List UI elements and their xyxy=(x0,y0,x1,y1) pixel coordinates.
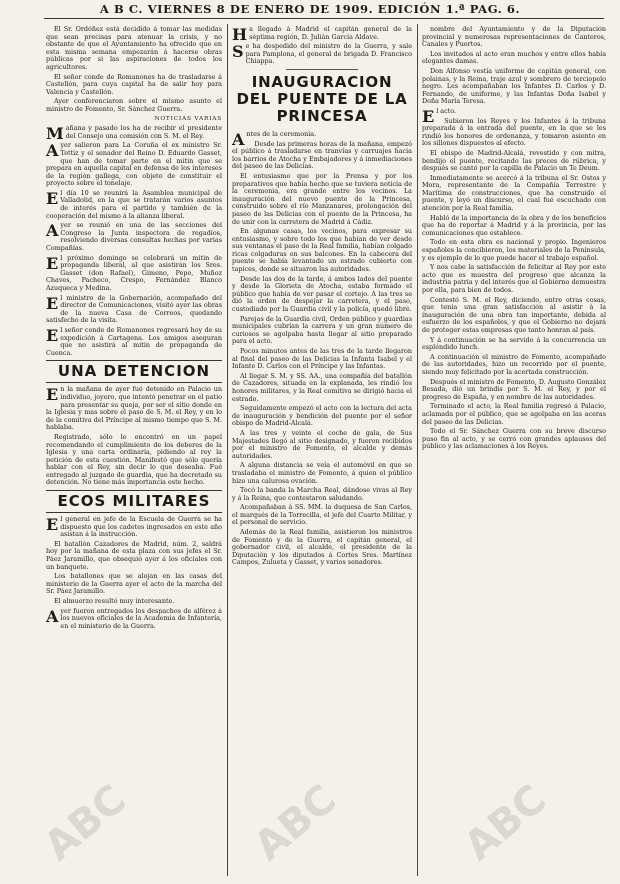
watermark: ABC xyxy=(245,776,345,870)
column-divider xyxy=(227,24,228,876)
paragraph-text: El almuerzo resultó muy interesante. xyxy=(54,597,175,605)
paragraph-text: Todo el Sr. Sánchez Guerra con su breve discurso puso fin al acto, y se cerró con grandes aplausos del público y las aclamaciones á los Reyes. xyxy=(422,427,606,451)
watermark: ABC xyxy=(455,776,555,870)
drop-cap: E xyxy=(46,188,59,208)
el-acto-article xyxy=(422,118,606,451)
paragraph-text: Subieron los Reyes y los Infantes á la tribuna preparada á la entrada del puente, en la que se les rindió los honores de ordenanza, y tomaron asiento en los sillones dispuestos al efecto. xyxy=(422,116,606,148)
drop-cap: E xyxy=(422,106,435,126)
paragraph xyxy=(232,462,412,485)
paragraph-text: Tocó la banda la Marcha Real, dándose vivas al Rey y á la Reina, que contestaron saludando. xyxy=(232,486,412,502)
paragraph xyxy=(422,354,606,377)
drop-cap: A xyxy=(46,606,59,626)
paragraph: El Sr. Ordóñez está decidido á tomar las medidas que sean precisas para atenuar la crisis, y no obstante de que el Ayuntamiento ha ofrecido que en esta misma semana empezarán á hacerse obras públicas por si las aspiraciones de todos los agricultores. xyxy=(46,26,222,71)
paragraph-text: Y nos cabe la satisfacción de felicitar al Rey por este acto que es muestra del progreso que alcanza la industria patria y del interés que el Gobierno demuestra por ella, para bien de todos. xyxy=(422,263,606,294)
paragraph xyxy=(422,175,606,213)
paragraph xyxy=(422,239,606,262)
paragraph xyxy=(46,434,222,487)
paragraph-text: Además de la Real familia, asistieron los ministros de Fomento y de la Guerra, el capitán general, el gobernador civil, el alcalde, el presidente de la Diputación y los diputados á Cortes Sres. Martínez Campos, Zulueta y Gasset, y varios senadores. xyxy=(232,528,412,567)
subheading-text: l acto. xyxy=(436,106,457,115)
paragraph xyxy=(232,316,412,346)
paragraph xyxy=(46,295,222,325)
drop-cap: E xyxy=(46,385,59,405)
paragraph-text: Pocos minutos antes de las tres de la tarde llegaron al final del paseo de las Delicias la Infanta Isabel y el Infante D. Carlos con el Príncipe y las Infantas. xyxy=(232,347,412,371)
headline-inauguracion: INAUGURACION DEL PUENTE DE LA PRINCESA xyxy=(236,72,408,125)
paragraph xyxy=(422,150,606,173)
paragraph xyxy=(232,276,412,314)
page-header: A B C. VIERNES 8 DE ENERO DE 1909. EDICIÓN 1.ª PAG. 6. xyxy=(99,2,521,16)
paragraph-text: ntes de la ceremonia. xyxy=(246,129,317,138)
paragraph xyxy=(232,373,412,403)
separator xyxy=(286,69,358,70)
paragraph-text: Desde las primeras horas de la mañana, empezó el público á trasladarse en tranvías y carruajes hacia los barrios de Atocha y Embajadores y á inmediaciones del paseo de las Delicias. xyxy=(232,139,412,171)
paragraph xyxy=(422,337,606,352)
paragraph xyxy=(46,142,222,188)
paragraph xyxy=(232,43,412,66)
drop-cap: E xyxy=(46,253,59,273)
drop-cap: A xyxy=(46,221,59,241)
paragraph xyxy=(46,608,222,631)
paragraph-text: A las tres y veinte el coche de gala, de Sus Majestades llegó al sitio designado, y fueron recibidos por el ministro de Fomento, el alcalde y demás autoridades. xyxy=(232,428,412,460)
paragraph xyxy=(422,428,606,451)
paragraph-text: Los batallones que se alojan en las casas del ministerio de la Guerra ayer el acto de la marcha del Sr. Páez Jaramillo. xyxy=(46,572,222,596)
paragraph-text: l ministro de la Gobernación, acompañado del director de Comunicaciones, visitó ayer las obras de la nueva Casa de Correos, quedando satisfecho de la visita. xyxy=(46,293,222,325)
paragraph xyxy=(422,68,606,106)
paragraph-text: Los invitados al acto eran muchos y entre ellos había elegantes damas. xyxy=(422,49,606,66)
paragraph xyxy=(46,255,222,293)
header-rule xyxy=(44,18,604,19)
paragraph-text: A alguna distancia se veía el automóvil en que se trasladaba el ministro de Fomento, á quien el público hizo una calurosa ovación. xyxy=(232,461,412,485)
watermark: ABC xyxy=(35,776,135,870)
drop-cap: A xyxy=(46,141,59,161)
paragraph xyxy=(232,529,412,567)
paragraph-text: Parejas de la Guardia civil, Orden público y guardias municipales cubrían la carrera y un gran número de curiosos se agolpaba hasta llegar al sitio preparado para el acto. xyxy=(232,314,412,346)
paragraph xyxy=(232,141,412,171)
paragraph-text: Al llegar S. M. y SS. AA., una compañía del batallón de Cazadores, situada en la explanada, les rindió los honores militares, y la Real comitiva se dirigió hacia el estrado. xyxy=(232,371,412,403)
paragraph xyxy=(232,129,412,149)
paragraph-text: Todo en esta obra es nacional y propio. Ingenieros españoles la concibieron, los materiales de la Península, y es ejemplo de lo que puede hacer el trabajo español. xyxy=(422,238,606,262)
paragraph xyxy=(46,573,222,596)
paragraph xyxy=(232,405,412,428)
paragraph xyxy=(46,541,222,571)
ecos-article xyxy=(46,516,222,630)
drop-cap: A xyxy=(232,129,245,149)
paragraph xyxy=(422,118,606,148)
noticias-list xyxy=(46,125,222,357)
paragraph-text: Registrado, sólo le encontró en un papel recomendando el cumplimiento de los deberes de la Iglesia y una carta ordinaria, pidiendo al rey la petición de esta cuestión. Manifestó que sólo quería hablar con el Rey, sin decir lo que deseaba. Fué entregado al juzgado de guardia, que ha decretado su detención. No tiene más importancia este hecho. xyxy=(46,432,222,487)
paragraph xyxy=(232,348,412,371)
paragraph xyxy=(46,516,222,539)
paragraph-text: l día 10 se reunirá la Asamblea municipal de Valladolid, en la que se tratarán varios asuntos de interés para el partido y también de la cooperación del mismo á la alianza liberal. xyxy=(46,188,222,220)
paragraph xyxy=(232,504,412,527)
paragraph-text: En algunas casas, los vecinos, para expresar su entusiasmo, y sobre todo los que habían de ver desde sus ventanas el paso de la Real familia, habían colgado ricas colgaduras en sus balcones. En la cabecera del puente se había levantado un estrado cubierto con tapices, donde se situaron las autoridades. xyxy=(232,227,412,274)
paragraph-text: añana y pasado los ha de recibir el presidente del Consejo una comisión con S. M. el Rey. xyxy=(65,124,222,140)
paragraph-text: A continuación el ministro de Fomento, acompañado de las autoridades, hizo un recorrido por el puente, siendo muy felicitado por la acertada construcción. xyxy=(422,352,606,376)
paragraph xyxy=(46,190,222,220)
drop-cap: S xyxy=(232,42,244,62)
paragraph xyxy=(232,173,412,226)
paragraph xyxy=(232,26,412,44)
paragraph-text: Terminado el acto, la Real familia regresó á Palacio, aclamada por el público, que se agolpaba en las aceras del paseo de las Delicias. xyxy=(422,402,606,426)
column-divider xyxy=(417,24,418,876)
paragraph xyxy=(46,327,222,357)
section-heading-ecos: ECOS MILITARES xyxy=(46,490,222,513)
drop-cap: M xyxy=(46,124,64,144)
paragraph xyxy=(46,598,222,606)
paragraph-text: Y á continuación se ha servido á la concurrencia un espléndido lunch. xyxy=(422,335,606,352)
paragraph-text: n la mañana de ayer fué detenido en Palacio un individuo, joyero, que intentó penetrar en el patio para presentar su queja, por ser el sitio donde en la Iglesia y mas sobre el paso de S. M. el Rey, y en lo de la comitiva del Príncipe al mismo tiempo que S. M. hablaba. xyxy=(46,385,222,432)
paragraph xyxy=(422,264,606,294)
paragraph xyxy=(232,487,412,502)
paragraph xyxy=(46,124,222,144)
paragraph-text: e ha despedido del ministro de la Guerra, y sale para Pamplona, el general de brigada D. Francisco Chiappa. xyxy=(245,42,412,66)
paragraph-text: Contestó S. M. el Rey, diciendo, entre otras cosas, que tenía una gran satisfacción al asistir á la inauguración de una obra tan importante, debida al esfuerzo de los españoles, y que el Gobierno no dejará de proteger estas empresas que tanto honran al país. xyxy=(422,295,606,334)
paragraph: El señor conde de Romanones ha de trasladarse á Castellón, para cuya capital ha de salir hoy para Valencia y Castellón. xyxy=(46,72,222,96)
section-heading-noticias: NOTICIAS VARIAS xyxy=(154,115,222,122)
paragraph xyxy=(422,215,606,238)
paragraph-text: Después el ministro de Fomento, D. Augusto González Besada, dió un brindis por S. M. el Rey, y por el progreso de España, y en nombre de las autoridades. xyxy=(422,377,606,401)
paragraph-text: Desde las dos de la tarde, á ambos lados del puente y desde la Glorieta de Atocha, estaba formado el público que había de ver pasar el cortejo. A las tres se dió la orden de despejar la carretera, y el paso, custodiado por la Guardia civil y la policía, quedó libre. xyxy=(232,274,412,314)
paragraph-text: l general en jefe de la Escuela de Guerra se ha dispuesto que los cadetes ingresados en este año asistan á la instrucción. xyxy=(60,515,222,539)
paragraph xyxy=(46,386,222,432)
drop-cap: E xyxy=(46,293,59,313)
paragraph-text: yer salieron para La Coruña el ex ministro Sr. Tettiz y el senador del Reino D. Eduardo Gasset, que han de tomar parte en el mitin que se prepara en aquella capital en defensa de los intereses de la región gallega, con objeto de constituir el proyecto sobre el tonelaje. xyxy=(46,141,222,188)
paragraph xyxy=(232,430,412,460)
paragraph-text: Acompañaban á SS. MM. la duquesa de San Carlos, el marqués de la Torrecilla, el jefe del Cuarto Militar, y el personal de servicio. xyxy=(232,503,412,527)
paragraph-text: nombre del Ayuntamiento y de la Diputación provincial y numerosas representaciones de Canteros, Canales y Puertos. xyxy=(422,26,606,49)
column-3 xyxy=(422,26,606,876)
paragraph xyxy=(422,379,606,402)
inauguracion-article xyxy=(232,131,412,567)
subheading-el-acto xyxy=(422,106,606,126)
paragraph-text: El entusiasmo que por la Prensa y por los preparativos que había hecho que se tuviera noticia de la ceremonia, era grande entre los vecinos. La inauguración del nuevo puente de la Princesa, construido sobre el río Manzanares, prolongación del paseo de las Delicias con el puente de la Princesa, ha de unir con la carretera de Madrid á Cádiz. xyxy=(232,171,412,226)
paragraph: Ayer conferenciaron sobre el mismo asunto el ministro de Fomento, Sr. Sánchez Guerra. xyxy=(46,97,222,113)
paragraph-text: Habló de la importancia de la obra y de los beneficios que ha de reportar á Madrid y á la provincia, por las comunicaciones que establece. xyxy=(422,213,606,237)
article-continuation xyxy=(422,26,606,106)
paragraph-text: El obispo de Madrid-Alcalá, revestido y con mitra, bendijo el puente, recitando las preces de rúbrica, y después se cantó por la capilla de Palacio un Te Deum. xyxy=(422,148,606,173)
paragraph-text: l señor conde de Romanones regresará hoy de su expedición á Cartagena. Los amigos aseguran que no asistirá al mitin de propaganda de Cuenca. xyxy=(46,325,222,357)
paragraph-text: Inmediatamente se acercó á la tribuna el Sr. Ostos y Mora, representante de la Compañía Terrestre y Marítima de construcciones, que ha construido el puente, y leyó un discurso, el cual fué escuchado con atención por la Real familia. xyxy=(422,173,606,213)
paragraph-text: Seguidamente empezó el acto con la lectura del acta de inauguración y bendición del puente por el señor obispo de Madrid-Alcalá. xyxy=(232,404,412,428)
paragraph xyxy=(422,26,606,49)
paragraph xyxy=(422,51,606,66)
paragraph xyxy=(422,403,606,426)
drop-cap: H xyxy=(232,26,248,44)
drop-cap: E xyxy=(46,325,59,345)
paragraph-text: yer se reunió en una de las secciones del Congreso la Junta inspectora de regadíos, resolviendo diversas consultas hechas por varias Compañías. xyxy=(46,221,222,253)
paragraph xyxy=(232,228,412,274)
detencion-article xyxy=(46,386,222,487)
paragraph-text: a llegado á Madrid el capitán general de la séptima región, D. Julián García Aldave. xyxy=(249,26,412,41)
paragraph-text: Don Alfonso vestía uniforme de capitán general, con polainas, y la Reina, traje azul y sombrero de terciopelo negro. Les acompañaban los Infantes D. Carlos y D. Fernando, de uniforme, y las Infantas Doña Isabel y Doña María Teresa. xyxy=(422,66,606,106)
paragraph-text: El batallón Cazadores de Madrid, núm. 2, saldrá hoy por la mañana de esta plaza con sus jefes el Sr. Páez Jaramillo, que obsequió ayer á los oficiales con un banquete. xyxy=(46,539,222,571)
brief-notes xyxy=(232,26,412,66)
section-heading-detencion: UNA DETENCION xyxy=(46,360,222,383)
column-2 xyxy=(232,26,412,876)
paragraph-text: yer fueron entregados los despachos de alférez á los nuevos oficiales de la Academia de Infantería, en el ministerio de la Guerra. xyxy=(60,606,222,630)
paragraph xyxy=(422,297,606,335)
paragraph xyxy=(46,222,222,252)
drop-cap: E xyxy=(46,515,59,535)
paragraph-text: l próximo domingo se celebrará un mitin de propaganda liberal, al que asistirán los Sres. Gasset (don Rafael), Gimeno, Pepo, Muñoz Chaves, Pacheco, Crespo, Fernández Blanco Azuqueca y Medina. xyxy=(46,253,222,292)
column-1 xyxy=(46,26,222,876)
